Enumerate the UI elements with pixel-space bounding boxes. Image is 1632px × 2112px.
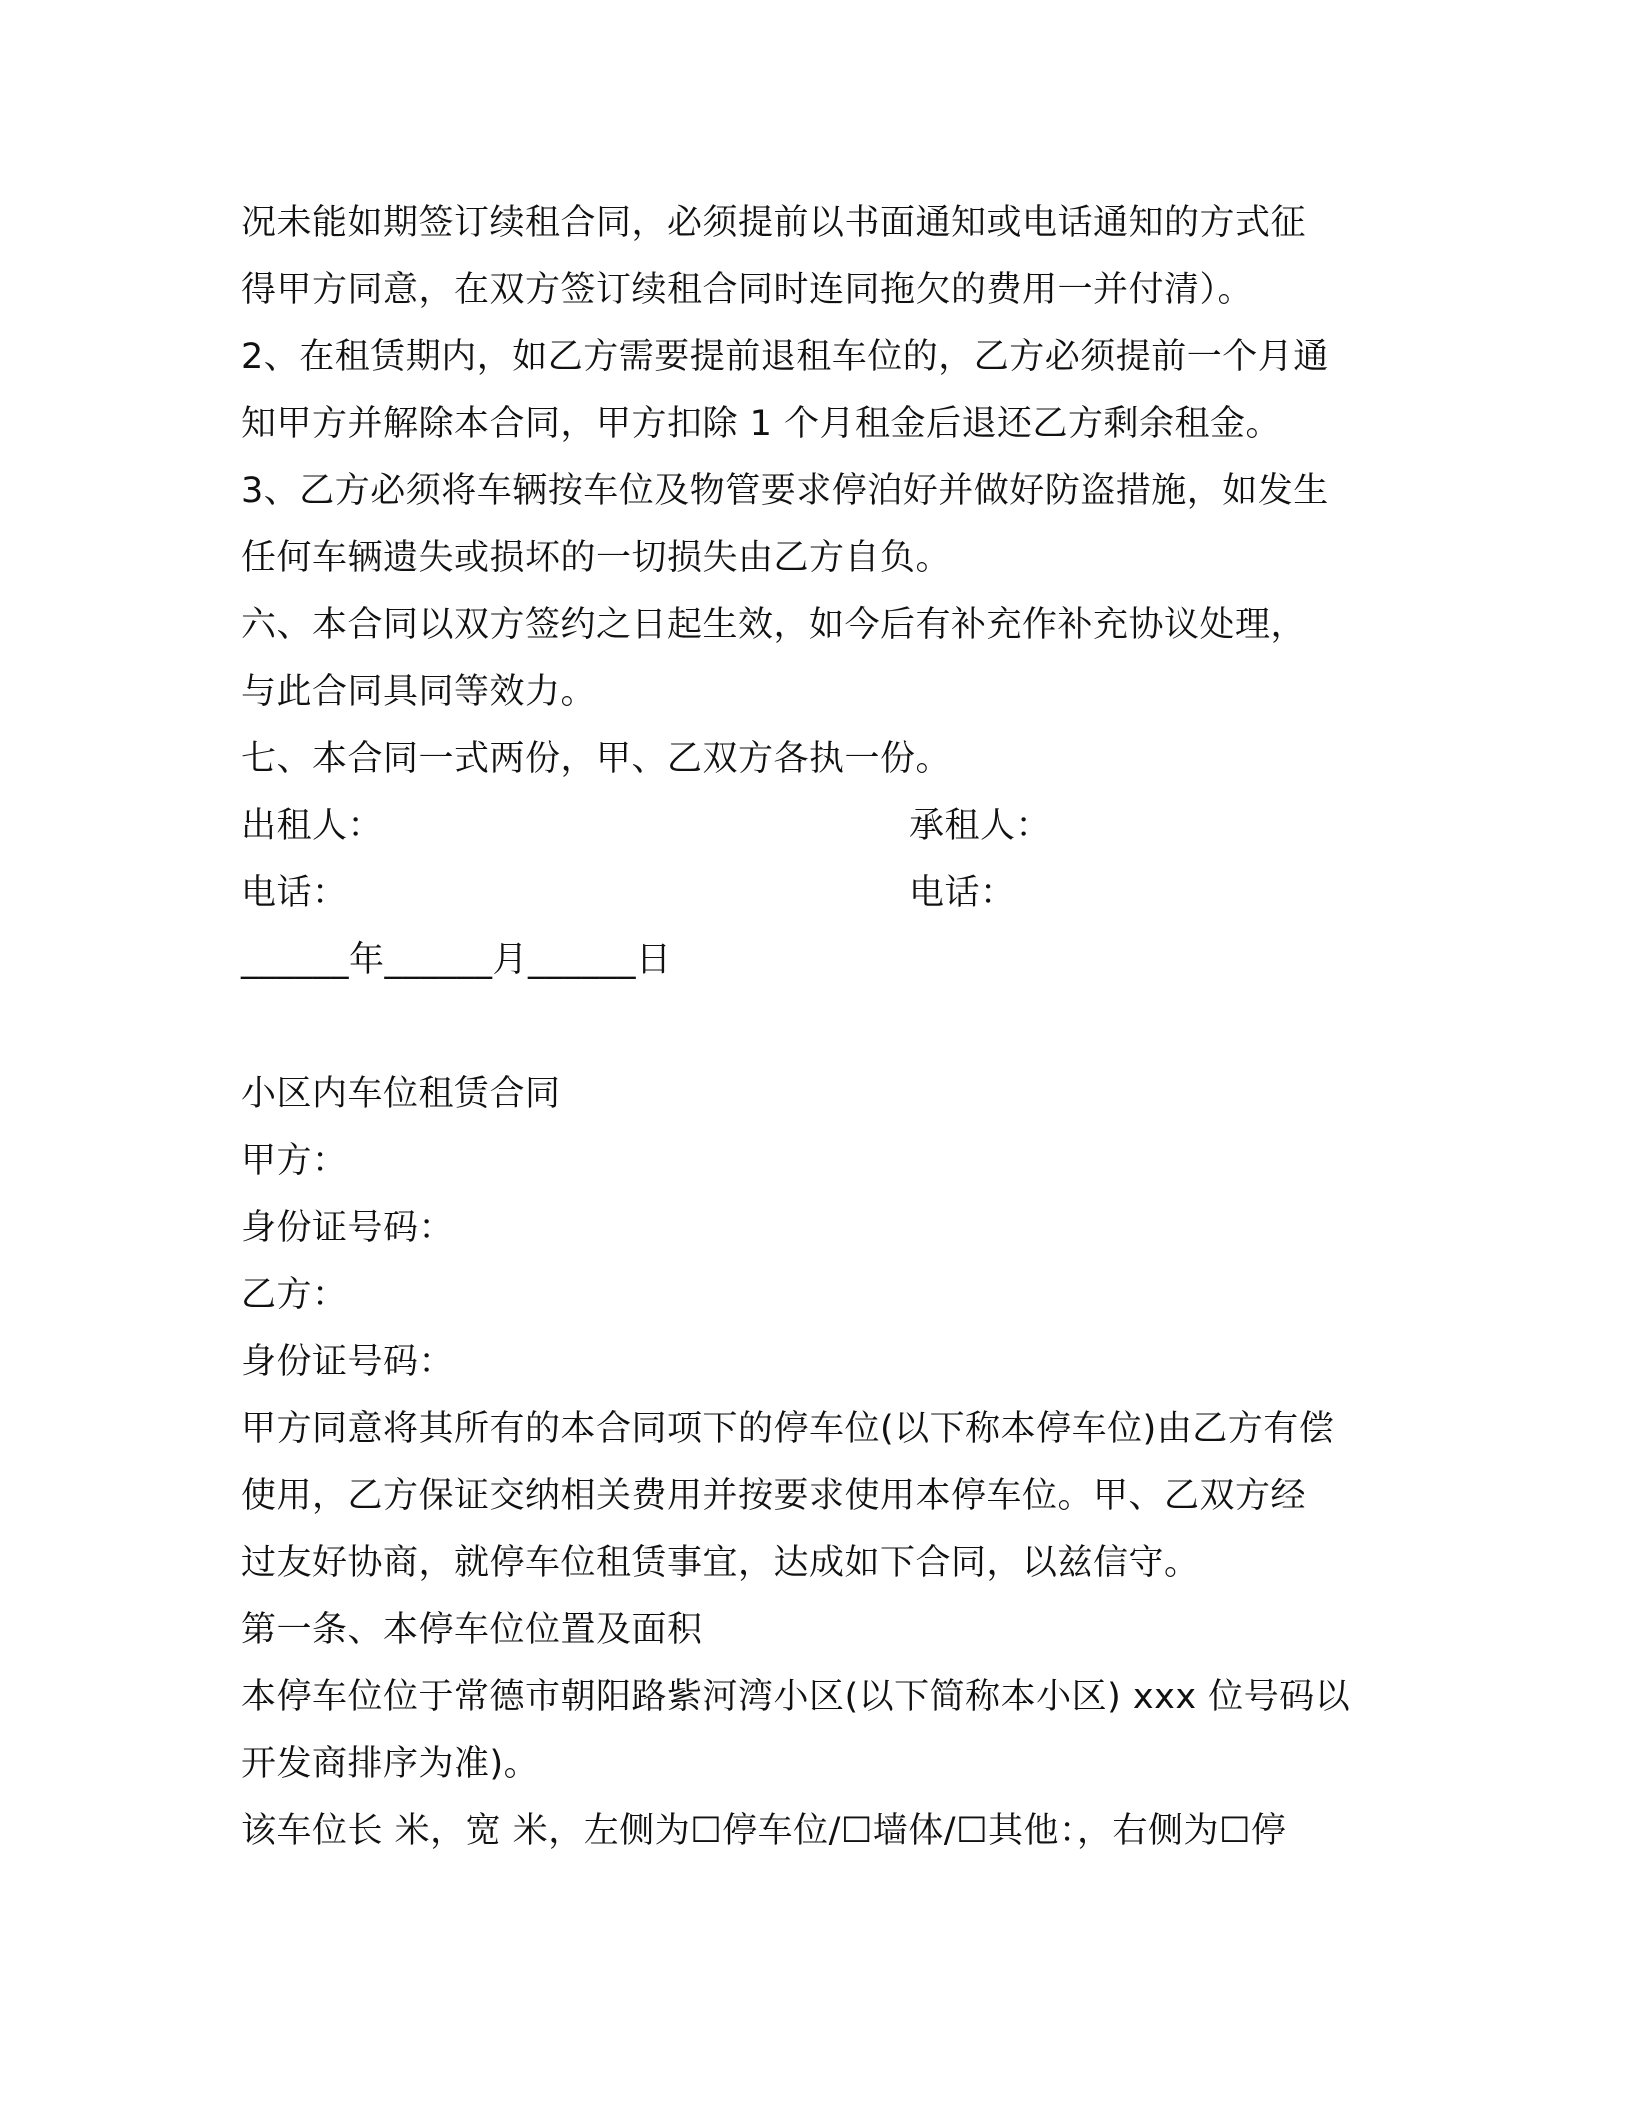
text-line: 2、在租赁期内，如乙方需要提前退租车位的，乙方必须提前一个月通 xyxy=(241,337,1329,377)
text-line: 过友好协商，就停车位租赁事宜，达成如下合同，以兹信守。 xyxy=(241,1543,1200,1583)
signature-row xyxy=(241,793,1401,860)
party-b-label: 乙方： xyxy=(241,1275,348,1315)
section-gap xyxy=(241,994,1401,1061)
text-line: 开发商排序为准)。 xyxy=(241,1744,540,1784)
lessee-label: 承租人： xyxy=(909,806,1052,846)
lessor-phone-label: 电话： xyxy=(241,873,348,913)
text-line: 使用，乙方保证交纳相关费用并按要求使用本停车位。甲、乙双方经 xyxy=(241,1476,1307,1516)
party-a-label: 甲方： xyxy=(241,1141,348,1181)
text-line: 甲方同意将其所有的本合同项下的停车位(以下称本停车位)由乙方有偿 xyxy=(241,1409,1335,1449)
party-b-id-label: 身份证号码： xyxy=(241,1342,455,1382)
text-line: 七、本合同一式两份，甲、乙双方各执一份。 xyxy=(241,739,952,779)
text-line: 与此合同具同等效力。 xyxy=(241,672,597,712)
article-heading: 第一条、本停车位位置及面积 xyxy=(241,1610,703,1650)
text-line: 任何车辆遗失或损坏的一切损失由乙方自负。 xyxy=(241,538,952,578)
section-title: 小区内车位租赁合同 xyxy=(241,1074,561,1114)
text-line: 知甲方并解除本合同，甲方扣除 1 个月租金后退还乙方剩余租金。 xyxy=(241,404,1282,444)
text-line: 该车位长 米，宽 米，左侧为☐停车位/☐墙体/☐其他：，右侧为☐停 xyxy=(241,1811,1287,1851)
lessee-phone-label: 电话： xyxy=(909,873,1016,913)
contract-page xyxy=(241,190,1401,1865)
party-a-id-label: 身份证号码： xyxy=(241,1208,455,1248)
text-line: 六、本合同以双方签约之日起生效，如今后有补充作补充协议处理， xyxy=(241,605,1307,645)
text-line: 得甲方同意，在双方签订续租合同时连同拖欠的费用一并付清）。 xyxy=(241,270,1254,310)
lessor-label: 出租人： xyxy=(241,806,384,846)
date-line: ______年______月______日 xyxy=(241,940,672,980)
text-line: 本停车位位于常德市朝阳路紫河湾小区(以下简称本小区) xxx 位号码以 xyxy=(241,1677,1351,1717)
text-line: 3、乙方必须将车辆按车位及物管要求停泊好并做好防盗措施，如发生 xyxy=(241,471,1329,511)
phone-row xyxy=(241,860,1401,927)
text-line: 况未能如期签订续租合同，必须提前以书面通知或电话通知的方式征 xyxy=(241,203,1307,243)
